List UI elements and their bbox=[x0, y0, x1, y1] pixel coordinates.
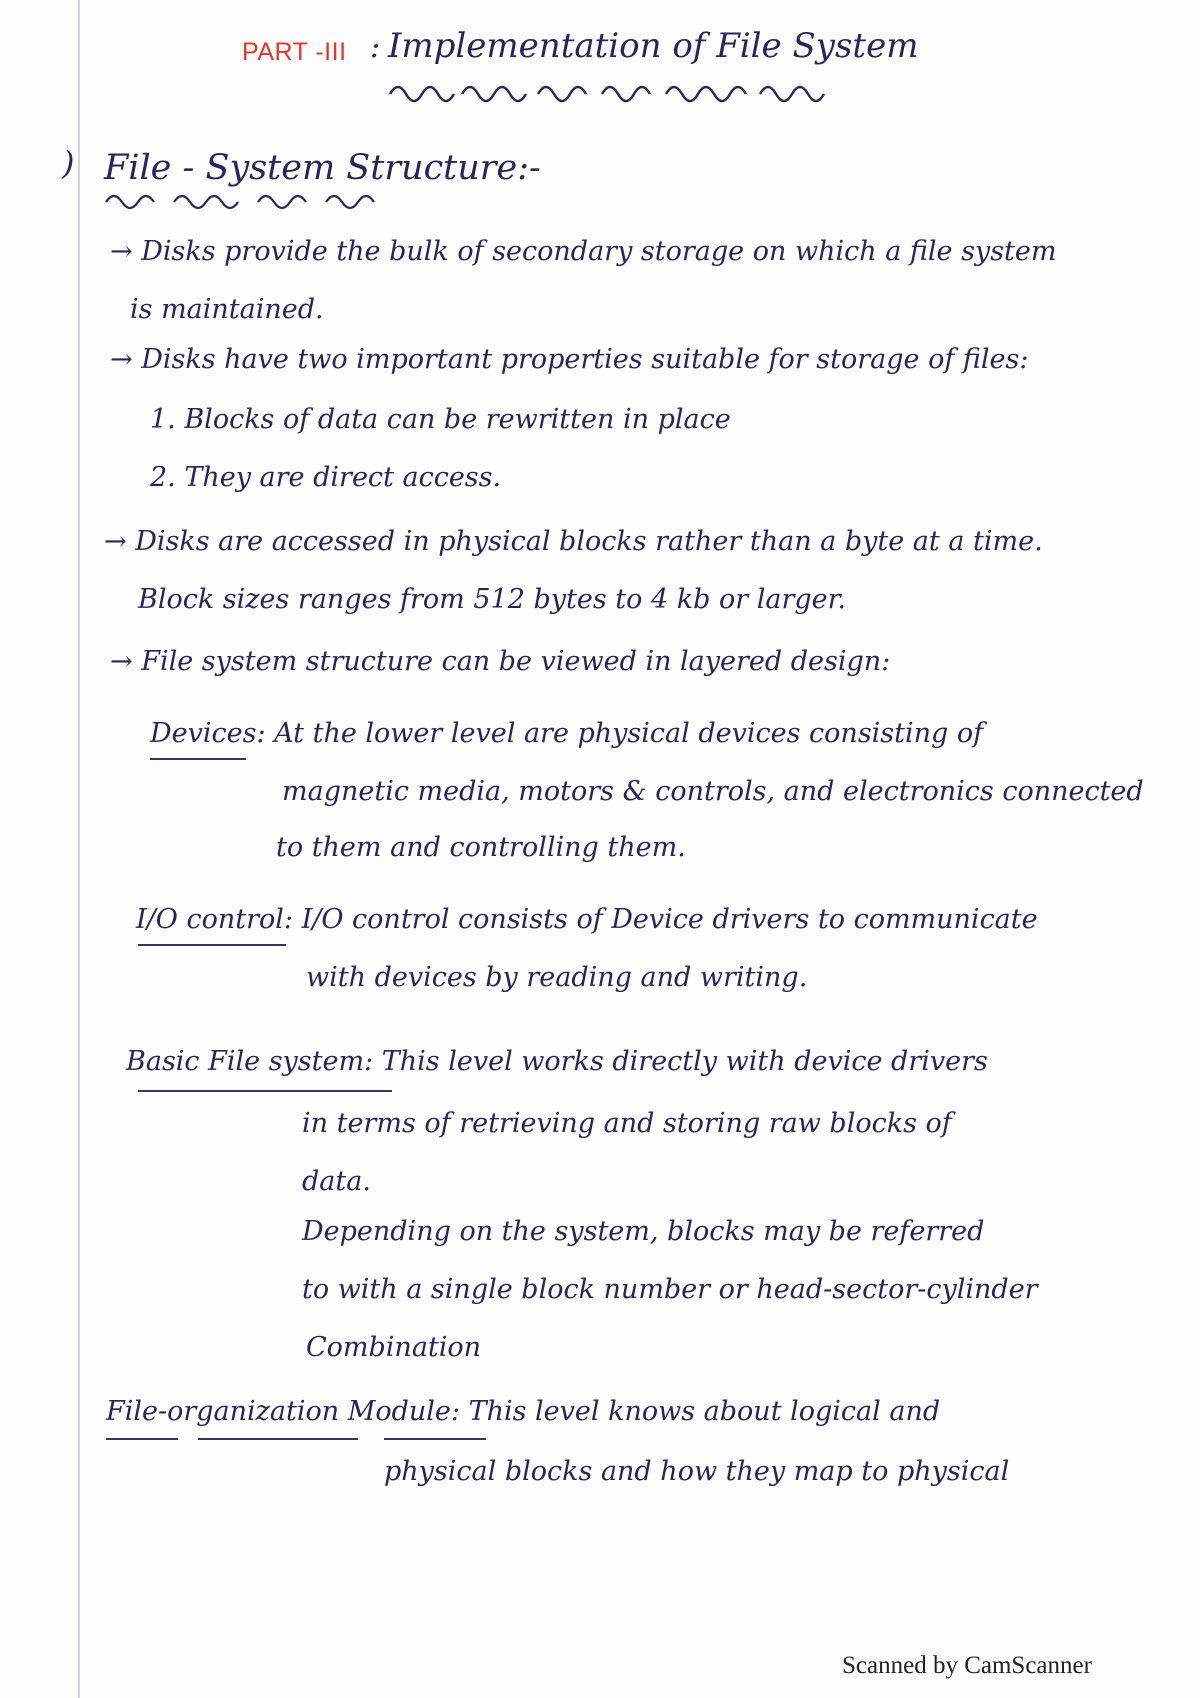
note-line: physical blocks and how they map to physical bbox=[384, 1456, 1010, 1487]
file-organization-underline-3 bbox=[384, 1438, 486, 1440]
note-line: → Disks are accessed in physical blocks rather than a byte at a time. bbox=[104, 526, 1043, 557]
title-colon: : bbox=[370, 30, 381, 65]
io-control-line: I/O control: I/O control consists of Device drivers to communicate bbox=[136, 904, 1038, 935]
note-line: 2. They are direct access. bbox=[150, 462, 502, 493]
note-line: is maintained. bbox=[130, 294, 324, 325]
scanner-watermark: Scanned by CamScanner bbox=[842, 1652, 1092, 1679]
note-line: magnetic media, motors & controls, and electronics connected bbox=[282, 776, 1144, 807]
note-line: to them and controlling them. bbox=[276, 832, 686, 863]
note-line: → File system structure can be viewed in layered design: bbox=[110, 646, 891, 677]
basic-file-system-underline bbox=[138, 1090, 392, 1092]
note-line: with devices by reading and writing. bbox=[306, 962, 808, 993]
devices-line: Devices: At the lower level are physical devices consisting of bbox=[150, 718, 984, 749]
io-control-underline bbox=[138, 944, 286, 946]
note-line: → Disks have two important properties suitable for storage of files: bbox=[110, 344, 1029, 375]
notebook-margin-line bbox=[78, 0, 80, 1698]
section-heading: File - System Structure:- bbox=[104, 148, 541, 188]
note-line: Combination bbox=[306, 1332, 482, 1363]
file-organization-underline-1 bbox=[106, 1438, 178, 1440]
title-decorative-squiggle bbox=[388, 72, 848, 112]
note-line: → Disks provide the bulk of secondary storage on which a file system bbox=[110, 236, 1057, 267]
note-line: 1. Blocks of data can be rewritten in place bbox=[150, 404, 731, 435]
note-line: Block sizes ranges from 512 bytes to 4 kb or larger. bbox=[138, 584, 847, 615]
heading-decorative-squiggle bbox=[104, 184, 454, 218]
note-line: to with a single block number or head-sector-cylinder bbox=[302, 1274, 1038, 1305]
note-line: Depending on the system, blocks may be referred bbox=[302, 1216, 985, 1247]
file-organization-line: File-organization Module: This level knows about logical and bbox=[106, 1396, 941, 1427]
basic-file-system-line: Basic File system: This level works directly with device drivers bbox=[126, 1046, 988, 1077]
page-title: Implementation of File System bbox=[388, 26, 919, 66]
heading-bullet: ) bbox=[62, 144, 75, 182]
note-line: data. bbox=[302, 1166, 371, 1197]
devices-underline bbox=[150, 758, 246, 760]
part-label: PART -III bbox=[242, 38, 347, 66]
file-organization-underline-2 bbox=[198, 1438, 358, 1440]
note-line: in terms of retrieving and storing raw blocks of bbox=[302, 1108, 952, 1139]
